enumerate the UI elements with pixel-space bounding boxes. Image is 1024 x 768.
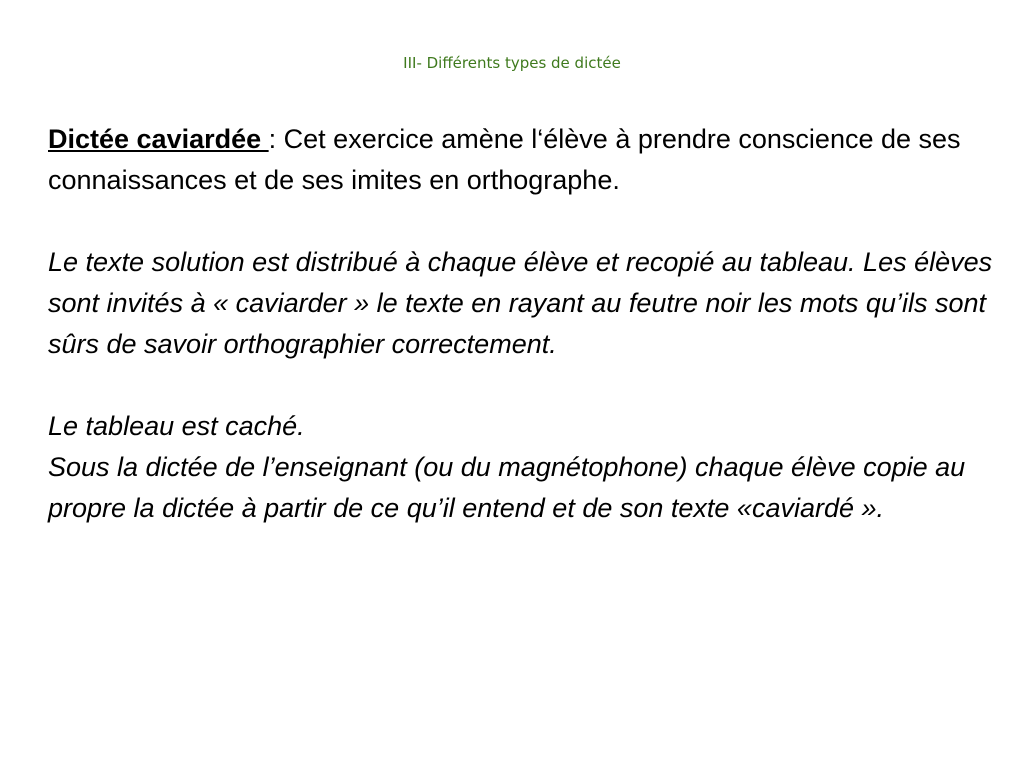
- slide-body: [48, 119, 1008, 529]
- intro-text: Cet exercice amène l‘élève à prendre conscience de ses connaissances et de ses imites en orthographe.: [48, 124, 961, 195]
- dictee-caviardee-term: Dictée caviardée: [48, 124, 269, 154]
- hidden-board-line: Le tableau est caché.: [48, 411, 305, 441]
- dictation-paragraph: Sous la dictée de l’enseignant (ou du magnétophone) chaque élève copie au propre la dictée à partir de ce qu’il entend et de son texte «caviardé ».: [48, 452, 966, 523]
- intro-paragraph: [48, 119, 1008, 201]
- term-separator: :: [268, 124, 284, 154]
- solution-paragraph: Le texte solution est distribué à chaque élève et recopié au tableau. Les élèves sont invités à « caviarder » le texte en rayant au feutre noir les mots qu’ils sont sûrs de savoir orthographier correctement.: [48, 247, 993, 359]
- spacer: [48, 201, 1008, 242]
- slide-title: III- Différents types de dictée: [403, 54, 621, 72]
- spacer: [48, 365, 1008, 406]
